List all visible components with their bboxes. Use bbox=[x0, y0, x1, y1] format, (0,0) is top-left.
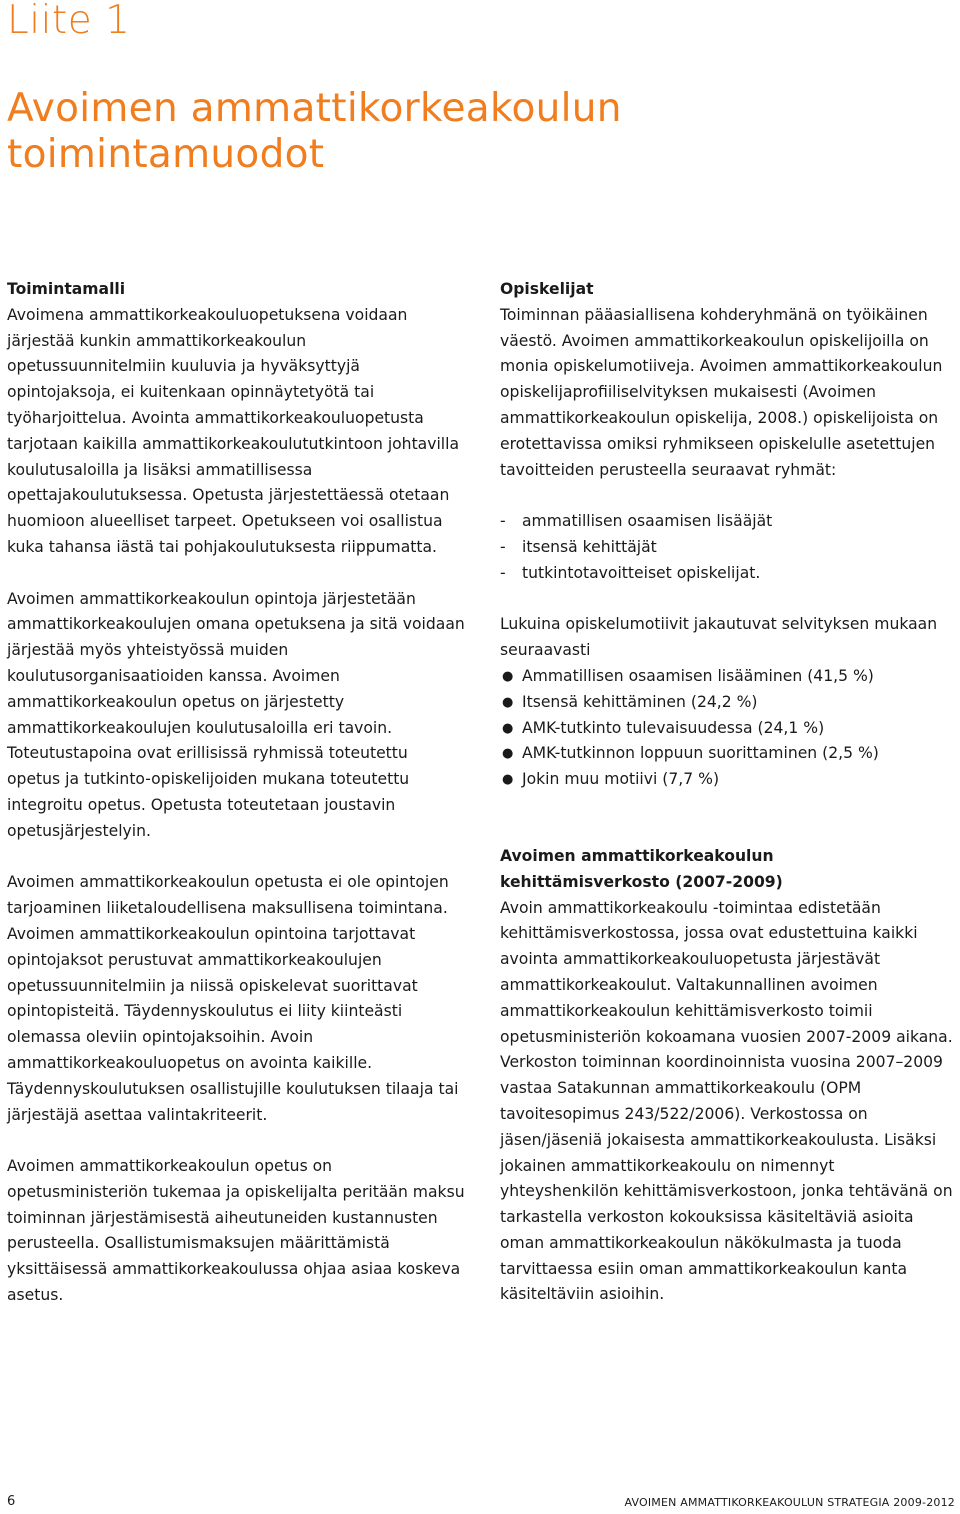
bullet-icon: ● bbox=[502, 668, 514, 684]
section-heading-kehittamisverkosto bbox=[500, 844, 955, 896]
heading-line-2: kehittämisverkosto (2007-2009) bbox=[500, 872, 783, 891]
page-title-line-1: Avoimen ammattikorkeakoulun bbox=[7, 86, 622, 131]
list-item-text: Ammatillisen osaamisen lisääminen (41,5 %) bbox=[522, 666, 874, 685]
list-item bbox=[500, 690, 955, 716]
paragraph: Avoin ammattikorkeakoulu -toimintaa edistetään kehittämisverkostossa, jossa ovat edustettuina kaikki avointa ammattikorkeakouluopetusta järjestävät ammattikorkeakoulut. Valtakunnallinen avoimen ammattikorkeakoulun kehittämisverkosto toimii opetusministeriön kokoamana vuosien 2007-2009 aikana. Verkoston toiminnan koordinoinnista vuosina 2007–2009 vastaa Satakunnan ammattikorkeakoulu (OPM tavoitesopimus 243/522/2006). Verkostossa on jäsen/jäseniä jokaisesta ammattikorkeakoulusta. Lisäksi jokainen ammattikorkeakoulu on nimennyt yhteyshenkilön kehittämisverkostoon, jonka tehtävänä on tarkastella verkoston kokouksissa käsiteltäviä asioita oman ammattikorkeakoulun näkökulmasta ja tuoda tarvittaessa esiin oman ammattikorkeakoulun kanta käsiteltäviin asioihin. bbox=[500, 898, 953, 1304]
list-item-text: AMK-tutkinnon loppuun suorittaminen (2,5 %) bbox=[522, 744, 879, 763]
list-item bbox=[500, 535, 955, 561]
heading-line-1: Avoimen ammattikorkeakoulun bbox=[500, 846, 774, 865]
page-title-line-2: toimintamuodot bbox=[7, 132, 325, 177]
paragraph: Avoimen ammattikorkeakoulun opetusta ei ole opintojen tarjoaminen liiketaloudellisena maksullisena toimintana. Avoimen ammattikorkeakoulun opintoina tarjottavat opintojaksot perustuvat ammattikorkeakoulujen opetussuunnitelmiin ja niissä opiskelevat suorittavat opintopisteitä. Täydennyskoulutus ei liity kiinteästi olemassa oleviin opintojaksoihin. Avoin ammattikorkeakouluopetus on avointa kaikille. Täydennyskoulutuksen osallistujille koulutuksen tilaaja tai järjestäjä asettaa valintakriteerit. bbox=[7, 873, 459, 1124]
list-item-text: Itsensä kehittäminen (24,2 %) bbox=[522, 692, 758, 711]
left-column bbox=[7, 277, 465, 1309]
bullet-icon: ● bbox=[502, 694, 514, 710]
list-item bbox=[500, 509, 955, 535]
paragraph: Lukuina opiskelumotiivit jakautuvat selvityksen mukaan seuraavasti bbox=[500, 615, 938, 660]
section-heading-toimintamalli: Toimintamalli bbox=[7, 280, 126, 298]
list-item bbox=[500, 716, 955, 742]
page-number: 6 bbox=[7, 1494, 16, 1509]
list-item bbox=[500, 561, 955, 587]
list-item-text: itsensä kehittäjät bbox=[522, 537, 657, 556]
list-item-text: Jokin muu motiivi (7,7 %) bbox=[522, 770, 720, 789]
list-item bbox=[500, 741, 955, 767]
dash-marker: - bbox=[500, 563, 506, 582]
list-item-text: tutkintotavoitteiset opiskelijat. bbox=[522, 563, 761, 582]
student-groups-list bbox=[500, 509, 955, 586]
bullet-icon: ● bbox=[502, 772, 514, 788]
section-heading-opiskelijat: Opiskelijat bbox=[500, 280, 594, 298]
list-item-text: ammatillisen osaamisen lisääjät bbox=[522, 512, 773, 531]
list-item bbox=[500, 767, 955, 793]
paragraph: Avoimen ammattikorkeakoulun opetus on opetusministeriön tukemaa ja opiskelijalta peritään maksu toiminnan järjestämisestä aiheutuneiden kustannusten perusteella. Osallistumismaksujen määrittämistä yksittäisessä ammattikorkeakoulussa ohjaa asiaa koskeva asetus. bbox=[7, 1157, 465, 1305]
bullet-icon: ● bbox=[502, 746, 514, 762]
paragraph: Toiminnan pääasiallisena kohderyhmänä on työikäinen väestö. Avoimen ammattikorkeakoulun opiskelijoilla on monia opiskelumotiiveja. Avoimen ammattikorkeakoulun opiskelijaprofiiliselvityksen mukaisesti (Avoimen ammattikorkeakoulun opiskelija, 2008.) opiskelijoista on erotettavissa omiksi ryhmikseen opiskelulle asetettujen tavoitteiden perusteella seuraavat ryhmät: bbox=[500, 305, 943, 479]
dash-marker: - bbox=[500, 537, 506, 556]
list-item bbox=[500, 664, 955, 690]
page-title bbox=[7, 86, 622, 178]
appendix-label: Liite 1 bbox=[7, 0, 131, 43]
dash-marker: - bbox=[500, 512, 506, 531]
right-column bbox=[500, 277, 955, 1308]
paragraph: Avoimena ammattikorkeakouluopetuksena voidaan järjestää kunkin ammattikorkeakoulun opetussuunnitelmiin kuuluvia ja hyväksyttyjä opintojaksoja, ei kuitenkaan opinnäytetyötä tai työharjoittelua. Avointa ammattikorkeakouluopetusta tarjotaan kaikilla ammattikorkeakoulututkintoon johtavilla koulutusaloilla ja lisäksi ammatillisessa opettajakoulutuksessa. Opetusta järjestettäessä otetaan huomioon alueelliset tarpeet. Opetukseen voi osallistua kuka tahansa iästä tai pohjakoulutuksesta riippumatta. bbox=[7, 305, 460, 556]
motives-list bbox=[500, 664, 955, 793]
paragraph: Avoimen ammattikorkeakoulun opintoja järjestetään ammattikorkeakoulujen omana opetuksena ja sitä voidaan järjestää myös yhteistyössä muiden koulutusorganisaatioiden kanssa. Avoimen ammattikorkeakoulun opetus on järjestetty ammattikorkeakoulujen koulutusaloilla eri tavoin. Toteutustapoina ovat erillisissä ryhmissä toteutettu opetus ja tutkinto-opiskelijoiden mukana toteutettu integroitu opetus. Opetusta toteutetaan joustavin opetusjärjestelyin. bbox=[7, 589, 465, 840]
running-footer: AVOIMEN AMMATTIKORKEAKOULUN STRATEGIA 2009-2012 bbox=[624, 1496, 955, 1509]
bullet-icon: ● bbox=[502, 720, 514, 736]
list-item-text: AMK-tutkinto tulevaisuudessa (24,1 %) bbox=[522, 718, 825, 737]
